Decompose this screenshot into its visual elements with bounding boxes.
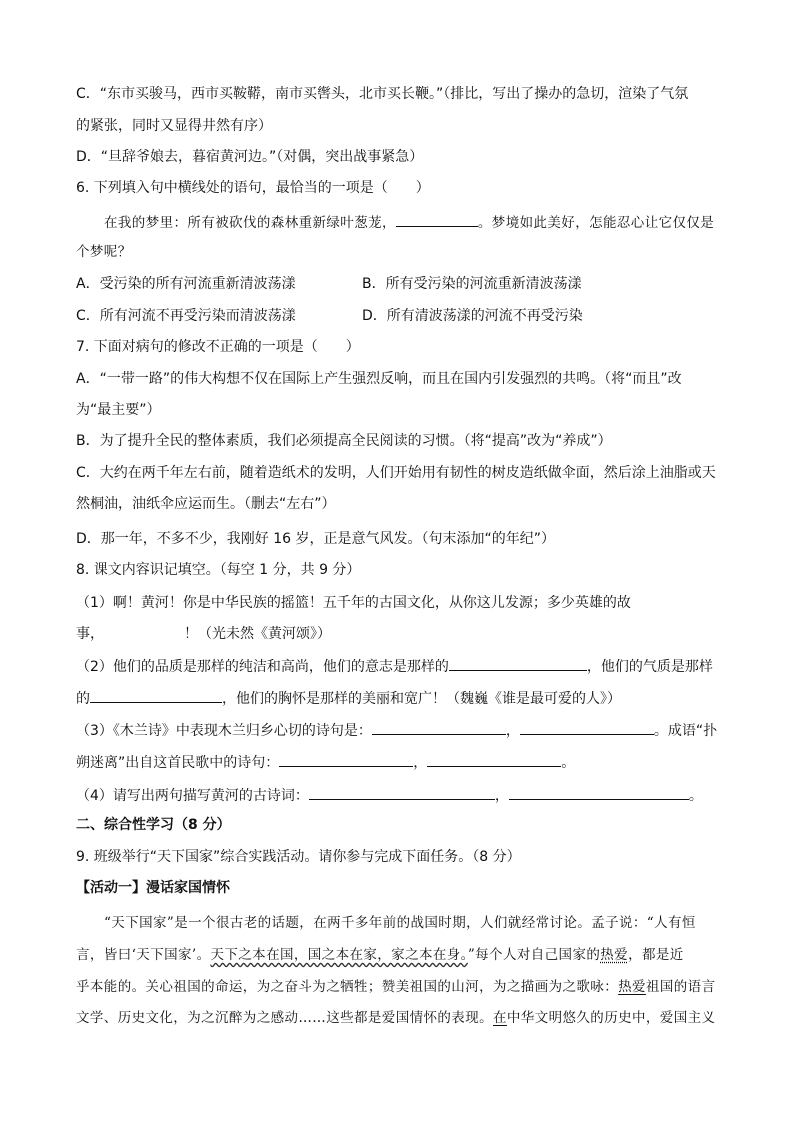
q8-item3-part-b: 。成语“扑: [653, 723, 718, 739]
q8-item2-part-c: 的: [76, 691, 90, 707]
q8-item2-blank2[interactable]: [90, 687, 222, 703]
q8-item3-sep1: ，: [505, 723, 520, 739]
q8-item3-blank4[interactable]: [427, 751, 561, 767]
q7-option-a-line2: 为“最主要”）: [76, 402, 161, 418]
para-line4-a: 文学、历史文化，为之沉醉为之感动……这些都是爱国情怀的表现。: [76, 1010, 493, 1026]
para-line3-marked-word: 热爱: [618, 979, 646, 995]
q6-option-d: D．所有清波荡漾的河流不再受污染: [362, 308, 583, 324]
q9-stem: 9. 班级举行“天下国家”综合实践活动。请你参与完成下面任务。（8 分）: [76, 849, 521, 865]
q5-option-c-line2: 的紧张，同时又显得井然有序）: [76, 118, 272, 134]
q8-item3-end: 。: [561, 755, 576, 771]
q8-item2-line2: [76, 687, 621, 709]
q6-passage-part-b: 。梦境如此美好，怎能忍心让它仅仅是: [477, 215, 715, 231]
q5-option-c-line1: C．“东市买骏马，西市买鞍鞯，南市买辔头，北市买长鞭。”（排比，写出了操办的急切，渲染了气氛: [76, 86, 689, 102]
q8-item1-line2: [76, 624, 331, 644]
q8-item4-blank2[interactable]: [509, 784, 689, 800]
para-line3-a: 乎本能的。关心祖国的命运，为之奋斗为之牺牲；赞美祖国的山河，为之描画为之歌咏：: [76, 979, 619, 995]
para-line4-marked-word: 在: [493, 1010, 507, 1026]
q7-option-a-line1: A．“一带一路”的伟大构想不仅在国际上产生强烈反响，而且在国内引发强烈的共鸣。（将“而且”改: [76, 371, 682, 387]
para-line2-a: 言，皆曰‘天下国家’。: [76, 947, 211, 963]
q8-item1-prefix: 事，: [76, 626, 104, 642]
q5-option-d: D．“旦辞爷娘去，暮宿黄河边。”（对偶，突出战事紧急）: [76, 149, 424, 165]
q8-item3-line2: [76, 751, 575, 773]
q8-item3-part-c: 朔迷离”出自这首民歌中的诗句：: [76, 755, 280, 771]
q8-item1-line1: （1）啊！黄河！你是中华民族的摇篮！五千年的古国文化，从你这儿发源；多少英雄的故: [76, 595, 631, 611]
activity1-para-line4: [76, 1008, 715, 1028]
q6-passage-line1: [104, 211, 714, 233]
q7-stem: 7. 下面对病句的修改不正确的一项是（ ）: [76, 339, 360, 355]
q7-option-d: D．那一年，不多不少，我刚好 16 岁，正是意气风发。（句末添加“的年纪”）: [76, 531, 555, 547]
q8-item2-part-a: （2）他们的品质是那样的纯洁和高尚，他们的意志是那样的: [76, 659, 449, 675]
q8-item4-part-a: （4）请写出两句描写黄河的古诗词：: [76, 788, 309, 804]
q8-item1-suffix: ！（光未然《黄河颂》）: [184, 626, 331, 642]
q8-item4-end: 。: [688, 788, 703, 804]
q8-item4-sep: ，: [494, 788, 509, 804]
q8-item3-sep2: ，: [413, 755, 428, 771]
q7-option-c-line1: C．大约在两千年左右前，随着造纸术的发明，人们开始用有韧性的树皮造纸做伞面，然后涂上油脂或天: [76, 465, 716, 481]
para-line3-c: 祖国的语言: [645, 979, 716, 995]
para-line2-d: ，都是近: [628, 947, 684, 963]
q8-stem: 8. 课文内容识记填空。（每空 1 分，共 9 分）: [76, 562, 361, 578]
q8-item2-part-d: ，他们的胸怀是那样的美丽和宽广！（魏巍《谁是最可爱的人》）: [222, 691, 621, 707]
activity1-para-line3: [76, 977, 715, 997]
para-line2-b: ”每个人对自己国家的: [467, 947, 601, 963]
q8-item3-blank2[interactable]: [520, 719, 654, 735]
para-line2-marked-word: 热爱: [600, 947, 629, 963]
q6-stem: 6. 下列填入句中横线处的语句，最恰当的一项是（ ）: [76, 180, 430, 196]
para-line2-underlined: 天下之本在国，国之本在家，家之本在身。: [210, 947, 468, 963]
section2-heading: 二、综合性学习（8 分）: [76, 817, 231, 833]
q6-option-b: B．所有受污染的河流重新清波荡漾: [362, 276, 582, 292]
q8-item2-part-b: ，他们的气质是那样: [586, 659, 713, 675]
q8-item3-line1: [76, 719, 717, 741]
q8-item4-blank1[interactable]: [309, 784, 495, 800]
q6-option-a: A．受污染的所有河流重新清波荡漾: [76, 276, 296, 292]
q6-answer-blank[interactable]: [396, 211, 478, 227]
q6-passage-part-a: 在我的梦里：所有被砍伐的森林重新绿叶葱茏，: [104, 215, 396, 231]
q6-option-c: C．所有河流不再受污染而清波荡漾: [76, 308, 296, 324]
q8-item3-blank3[interactable]: [279, 751, 413, 767]
q8-item2-line1: [76, 655, 713, 677]
para-line4-c: 中华文明悠久的历史中，爱国主义: [506, 1010, 716, 1026]
q8-item2-blank1[interactable]: [449, 655, 587, 671]
q8-item3-blank1[interactable]: [372, 719, 506, 735]
activity1-heading: 【活动一】漫话家国情怀: [76, 880, 230, 896]
activity1-para-line1: “天下国家”是一个很古老的话题，在两千多年前的战国时期，人们就经常讨论。孟子说：“人有恒: [104, 915, 696, 931]
q7-option-b: B．为了提升全民的整体素质，我们必须提高全民阅读的习惯。（将“提高”改为“养成”）: [76, 433, 612, 449]
q8-item3-part-a: （3）《木兰诗》中表现木兰归乡心切的诗句是：: [76, 723, 372, 739]
q8-item4: [76, 784, 703, 806]
activity1-para-line2: [76, 945, 684, 965]
q6-passage-line2: 个梦呢？: [76, 244, 132, 260]
q7-option-c-line2: 然桐油，油纸伞应运而生。（删去“左右”）: [76, 496, 336, 512]
